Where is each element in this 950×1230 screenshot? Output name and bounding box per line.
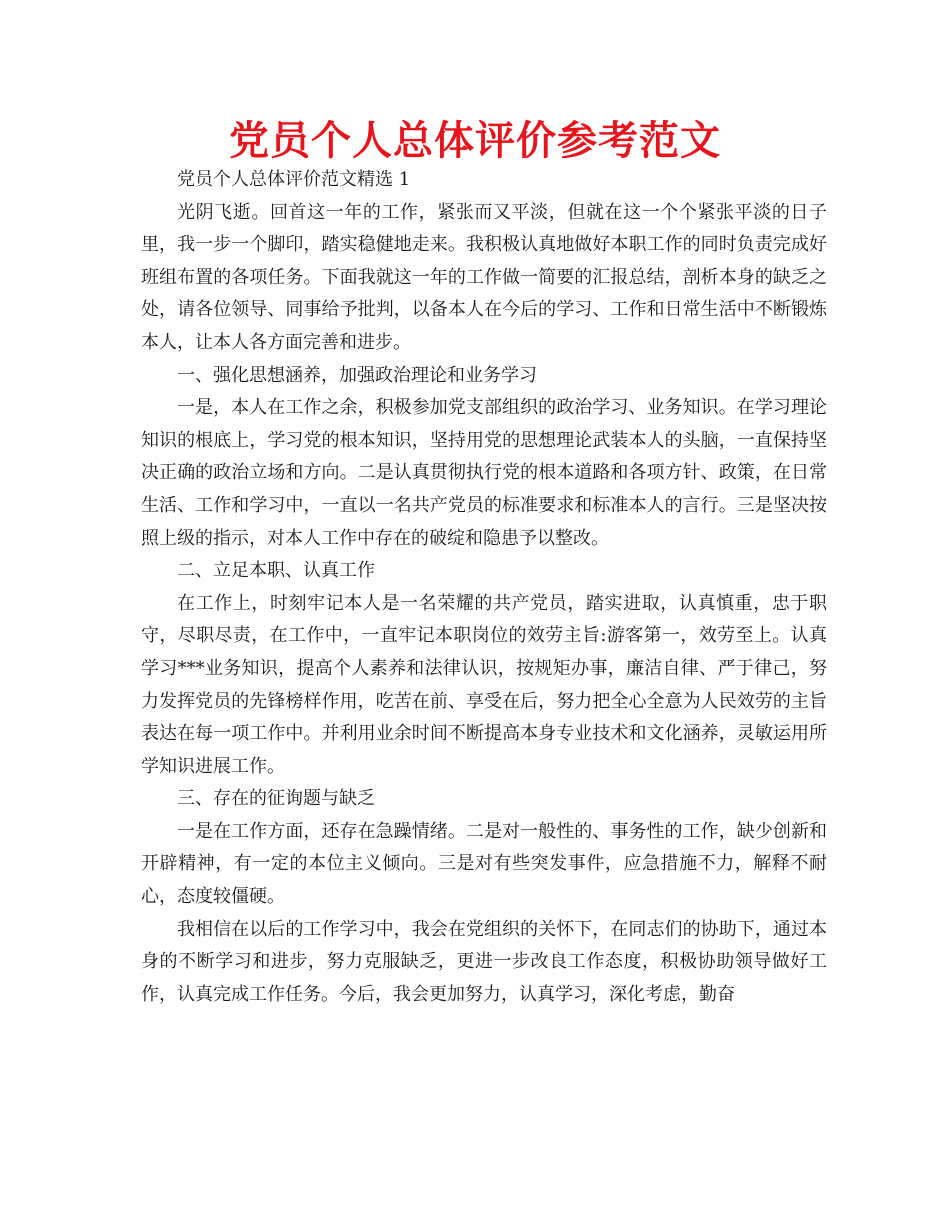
- paragraph-section-3: 一是在工作方面，还存在急躁情绪。二是对一般性的、事务性的工作，缺少创新和开辟精神，有一定的本位主义倾向。三是对有些突发事件，应急措施不力，解释不耐心，态度较僵硬。: [141, 820, 827, 908]
- paragraph-section-2: 在工作上，时刻牢记本人是一名荣耀的共产党员，踏实进取，认真慎重，忠于职守，尽职尽责，在工作中，一直牢记本职岗位的效劳主旨:游客第一，效劳至上。认真学习***业务知识，提高个人素养和法律认识，按规矩办事，廉洁自律、严于律己，努力发挥党员的先锋榜样作用，吃苦在前、享受在后，努力把全心全意为人民效劳的主旨表达在每一项工作中。并利用业余时间不断提高本身专业技术和文化涵养，灵敏运用所学知识进展工作。: [141, 592, 827, 777]
- paragraph-section-1: 一是，本人在工作之余，积极参加党支部组织的政治学习、业务知识。在学习理论知识的根底上，学习党的根本知识，坚持用党的思想理论武装本人的头脑，一直保持坚决正确的政治立场和方向。二是认真贯彻执行党的根本道路和各项方针、政策，在日常生活、工作和学习中，一直以一名共产党员的标准要求和标准本人的言行。三是坚决按照上级的指示，对本人工作中存在的破绽和隐患予以整改。: [141, 397, 827, 549]
- document-title: 党员个人总体评价参考范文: [229, 118, 721, 164]
- section-heading-2: 二、立足本职、认真工作: [177, 560, 375, 582]
- section-heading-3: 三、存在的征询题与缺乏: [177, 788, 375, 810]
- document-body: [141, 164, 827, 1011]
- section-subtitle: 党员个人总体评价范文精选 1: [177, 169, 411, 190]
- paragraph-closing: 我相信在以后的工作学习中，我会在党组织的关怀下，在同志们的协助下，通过本身的不断学习和进步，努力克服缺乏，更进一步改良工作态度，积极协助领导做好工作，认真完成工作任务。今后，我会更加努力，认真学习，深化考虑，勤奋: [141, 918, 827, 1005]
- paragraph-intro: 光阴飞逝。回首这一年的工作，紧张而又平淡，但就在这一个个紧张平淡的日子里，我一步一个脚印，踏实稳健地走来。我积极认真地做好本职工作的同时负责完成好班组布置的各项任务。下面我就这一年的工作做一简要的汇报总结，剖析本身的缺乏之处，请各位领导、同事给予批判，以备本人在今后的学习、工作和日常生活中不断锻炼本人，让本人各方面完善和进步。: [141, 201, 827, 353]
- section-heading-1: 一、强化思想涵养，加强政治理论和业务学习: [177, 364, 537, 386]
